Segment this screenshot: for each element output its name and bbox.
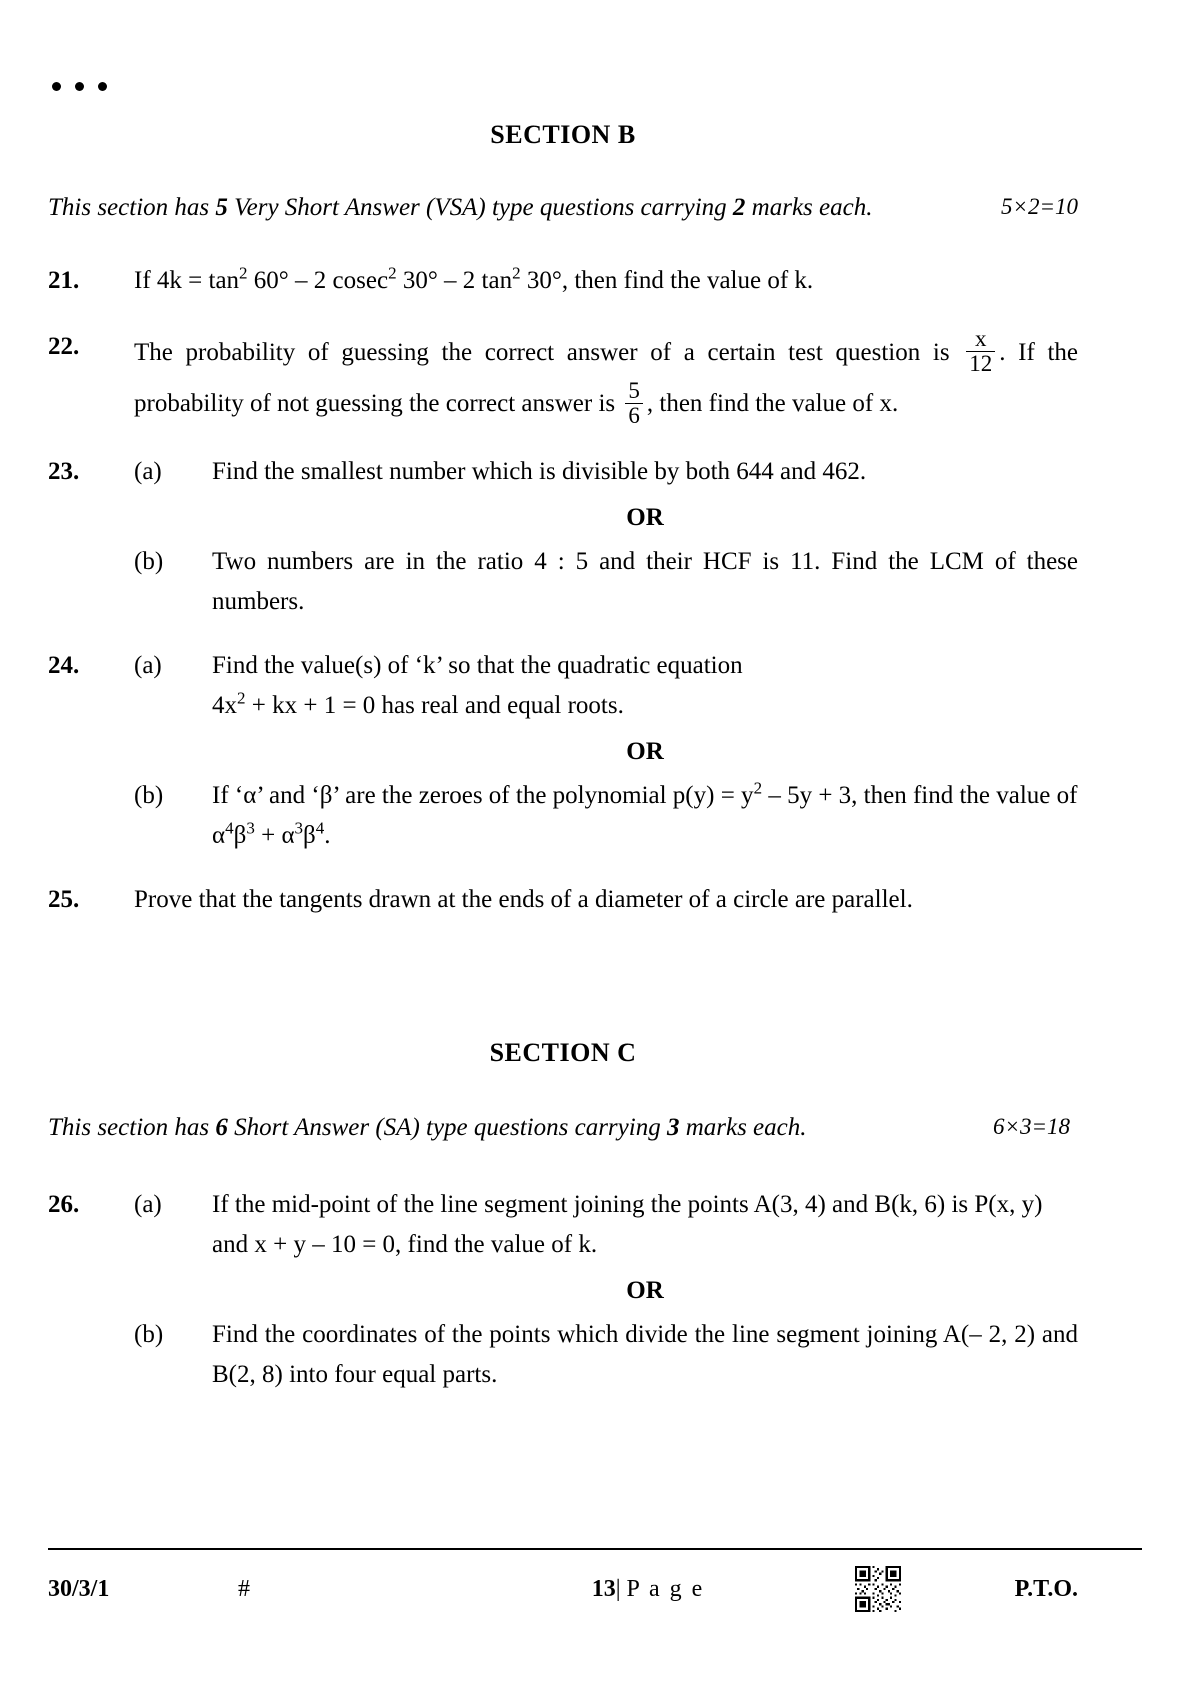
- q21-part-c: 30° – 2 tan: [396, 266, 513, 294]
- footer-page-indicator: [478, 1576, 818, 1603]
- q22-frac1-numerator: x: [974, 326, 987, 352]
- question-26-option-a-label: (a): [134, 1190, 162, 1218]
- question-26-option-a-text: If the mid-point of the line segment joining the points A(3, 4) and B(k, 6) is P(x, y) and x + y – 10 = 0, find the value of k.: [212, 1190, 1043, 1258]
- question-26-or: OR: [626, 1276, 664, 1304]
- q21-sup-2: 2: [388, 263, 397, 283]
- section-b-intro-part1: This section has: [48, 194, 216, 221]
- q24a-expr-tail: + kx + 1 = 0 has real and equal roots.: [245, 692, 624, 720]
- q22-frac2-numerator: 5: [628, 378, 640, 404]
- question-26-number: 26.: [48, 1190, 80, 1218]
- q21-sup-3: 2: [512, 263, 521, 283]
- question-23: [48, 452, 1078, 622]
- question-23-number: 23.: [48, 458, 80, 486]
- question-24-option-b-label: (b): [134, 782, 164, 810]
- dot-icon: [98, 82, 107, 91]
- section-b-heading: SECTION B: [490, 120, 636, 149]
- question-26-option-a: [134, 1185, 1078, 1265]
- q24b-part3: β: [233, 822, 247, 850]
- question-21: [48, 261, 1078, 301]
- dot-icon: [75, 82, 84, 91]
- qr-code-icon: [855, 1566, 901, 1612]
- question-23-option-b: [134, 542, 1078, 622]
- question-24-number: 24.: [48, 652, 80, 680]
- question-23-or: OR: [626, 504, 664, 532]
- footer-page-label: P a g e: [626, 1575, 705, 1602]
- q24b-sup1: 2: [753, 778, 763, 798]
- question-26-option-b-label: (b): [134, 1320, 164, 1348]
- q24b-part2: – 5y + 3, then find the value of α: [212, 782, 1078, 850]
- q21-part-a: If 4k = tan: [134, 266, 240, 294]
- q24a-line2: [212, 686, 1078, 726]
- question-22-number: 22.: [48, 332, 80, 360]
- footer-hash-mark: #: [238, 1575, 250, 1602]
- q22-part-b: . If the probability of not guessing the correct answer is: [134, 338, 1078, 418]
- question-23-option-b-text: Two numbers are in the ratio 4 : 5 and their HCF is 11. Find the LCM of these numbers.: [212, 548, 1078, 616]
- question-26-option-b-text: Find the coordinates of the points which divide the line segment joining A(– 2, 2) and B(2, 8) into four equal parts.: [212, 1320, 1078, 1388]
- q22-fraction-x-over-12: [966, 327, 995, 376]
- footer-page-separator: |: [615, 1575, 621, 1602]
- q21-part-b: 60° – 2 cosec: [247, 266, 389, 294]
- section-c-intro-count: 6: [215, 1114, 228, 1142]
- page-top-dots-marker: [52, 82, 107, 91]
- q21-part-d: 30°, then find the value of k.: [520, 266, 814, 294]
- question-23-option-a-text: Find the smallest number which is divisible by both 644 and 462.: [212, 458, 867, 486]
- section-b-intro-marks: 2: [732, 194, 746, 221]
- question-24: [48, 646, 1078, 856]
- section-c-marks-total: 6×3=18: [992, 1114, 1070, 1140]
- section-b-intro: [48, 188, 1078, 229]
- q22-part-c: , then find the value of x.: [646, 390, 899, 418]
- question-25-number: 25.: [48, 886, 80, 914]
- q24b-sup3: 3: [246, 818, 255, 838]
- question-24-option-b: [134, 776, 1078, 856]
- question-21-number: 21.: [48, 266, 80, 294]
- footer-divider: [48, 1548, 1142, 1550]
- question-23-option-b-label: (b): [134, 548, 164, 576]
- question-21-text: [134, 261, 1078, 301]
- footer-paper-code: 30/3/1: [48, 1575, 110, 1602]
- q22-fraction-5-over-6: [625, 379, 643, 428]
- q24b-sup4: 3: [294, 818, 304, 838]
- section-b-intro-part2: Very Short Answer (VSA) type questions carrying: [227, 194, 733, 221]
- question-24-option-a: [134, 646, 1078, 726]
- question-24-or: OR: [626, 738, 664, 766]
- footer-pto: P.T.O.: [1014, 1575, 1078, 1602]
- section-c-intro-part2: Short Answer (SA) type questions carrying: [227, 1114, 667, 1142]
- section-c-heading: SECTION C: [489, 1038, 637, 1068]
- q24a-sup: 2: [237, 688, 246, 708]
- page-footer: [48, 1566, 1078, 1612]
- section-c-intro: [48, 1108, 1078, 1149]
- section-c-intro-marks: 3: [666, 1114, 680, 1142]
- q24b-sup5: 4: [315, 818, 325, 838]
- question-25-text: Prove that the tangents drawn at the ends of a diameter of a circle are parallel.: [134, 886, 913, 914]
- q24b-part6: .: [324, 822, 331, 850]
- section-b-intro-count: 5: [215, 194, 228, 221]
- question-22: [48, 327, 1078, 431]
- section-c-intro-part3: marks each.: [679, 1114, 807, 1142]
- question-23-option-a-label: (a): [134, 458, 162, 486]
- q22-frac1-denominator: 12: [966, 351, 995, 376]
- q24b-part4: + α: [254, 822, 295, 850]
- q22-part-a: The probability of guessing the correct answer of a certain test question is: [134, 338, 950, 366]
- dot-icon: [52, 82, 61, 91]
- q24b-sup2: 4: [225, 818, 234, 838]
- section-c-intro-part1: This section has: [48, 1114, 216, 1142]
- q21-sup-1: 2: [239, 263, 248, 283]
- question-24-option-b-text: [212, 776, 1078, 856]
- q24a-expr: 4x: [212, 692, 237, 720]
- question-26-option-b: [134, 1315, 1078, 1395]
- q22-frac2-denominator: 6: [625, 403, 643, 428]
- question-26: [48, 1185, 1078, 1395]
- q24b-part1: If ‘α’ and ‘β’ are the zeroes of the polynomial p(y) = y: [212, 782, 754, 810]
- question-24-option-a-label: (a): [134, 652, 162, 680]
- section-b-intro-part3: marks each.: [745, 194, 873, 221]
- section-b-marks-total: 5×2=10: [1000, 194, 1078, 219]
- q24b-part5: β: [303, 822, 316, 850]
- footer-qr-code: [818, 1566, 938, 1612]
- q24a-line1: Find the value(s) of ‘k’ so that the quadratic equation: [212, 652, 743, 680]
- footer-page-number: 13: [591, 1575, 616, 1602]
- question-22-text: [134, 327, 1078, 431]
- question-25: [48, 880, 1078, 920]
- document-body: [48, 120, 1078, 1395]
- question-23-option-a: [134, 452, 1078, 492]
- question-24-option-a-text: [212, 646, 1078, 726]
